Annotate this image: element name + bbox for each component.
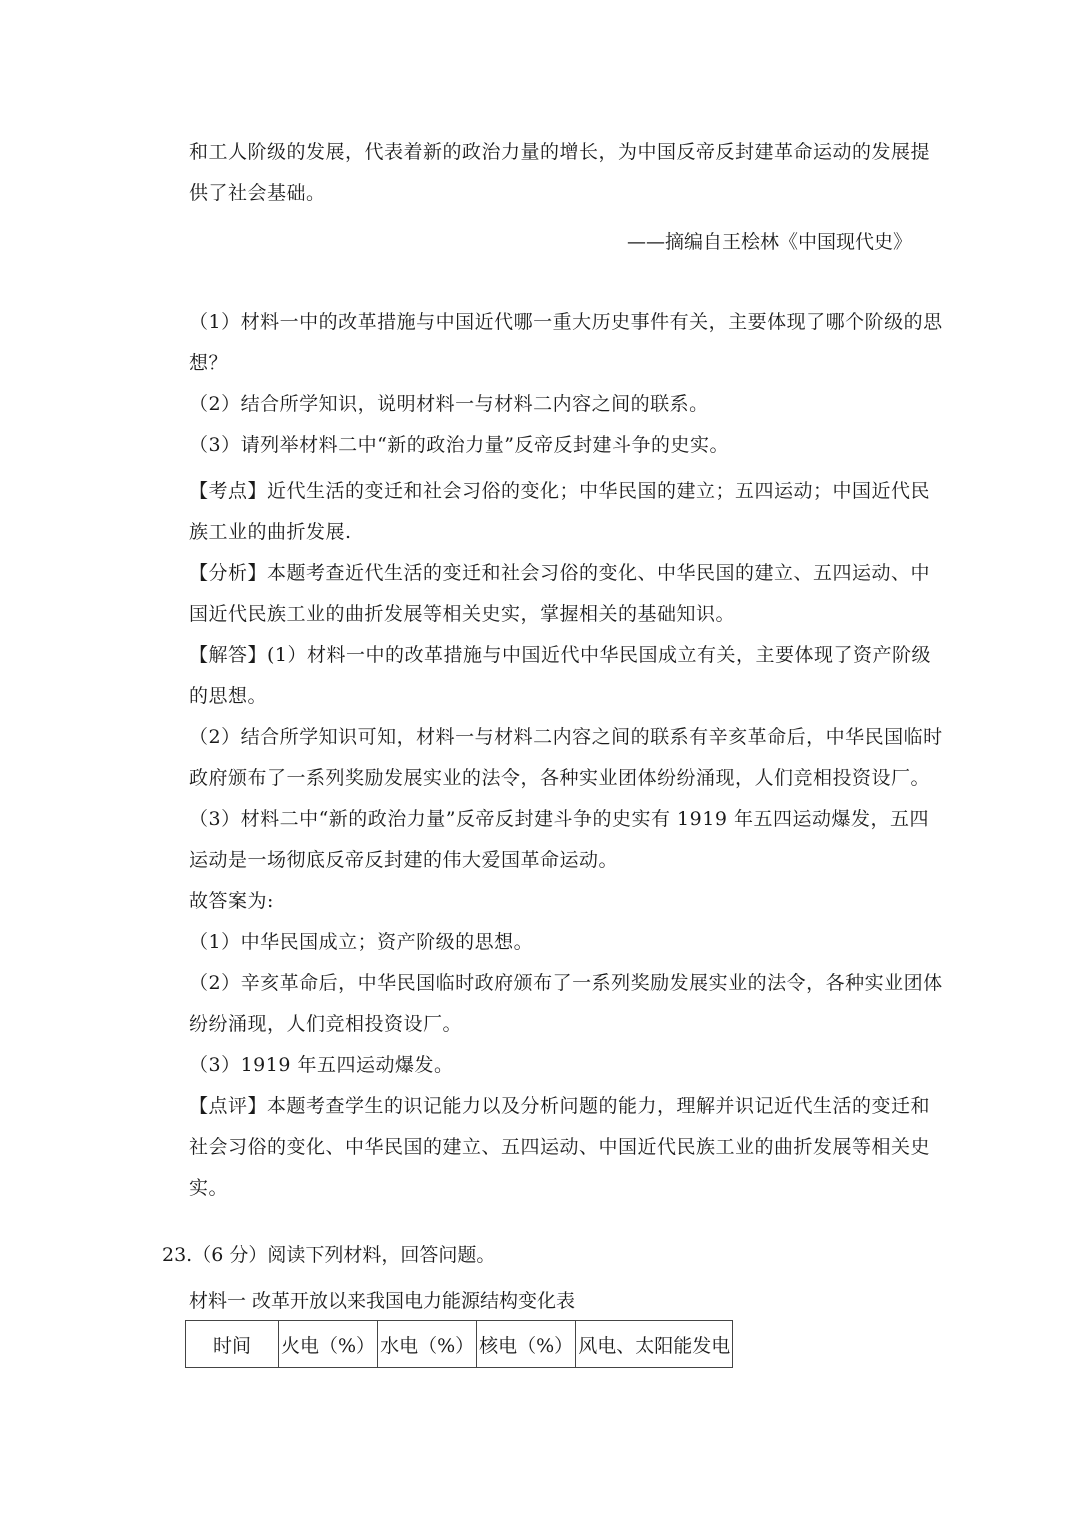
jieda-line: 运动是一场彻底反帝反封建的伟大爱国革命运动。 — [189, 849, 619, 871]
material1-caption: 材料一 改革开放以来我国电力能源结构变化表 — [189, 1290, 576, 1312]
dianping-line: 实。 — [189, 1177, 229, 1199]
jieda-line: 的思想。 — [189, 685, 268, 707]
table-header-cell: 水电（%） — [378, 1321, 477, 1368]
question-line: （3）请列举材料二中“新的政治力量”反帝反封建斗争的史实。 — [189, 434, 730, 456]
question-23-header: 23.（6 分）阅读下列材料，回答问题。 — [162, 1244, 496, 1266]
question-line: （2）结合所学知识，说明材料一与材料二内容之间的联系。 — [189, 393, 709, 415]
table-header-cell: 风电、太阳能发电 — [576, 1321, 733, 1368]
table-header-cell: 时间 — [186, 1321, 279, 1368]
dianping-line: 社会习俗的变化、中华民国的建立、五四运动、中国近代民族工业的曲折发展等相关史 — [189, 1136, 931, 1158]
answer-line: 纷纷涌现，人们竞相投资设厂。 — [189, 1013, 463, 1035]
kaodian-line: 族工业的曲折发展. — [189, 521, 352, 543]
questions-section — [189, 302, 943, 466]
energy-structure-table — [185, 1320, 733, 1368]
text-line: 和工人阶级的发展，代表着新的政治力量的增长，为中国反帝反封建革命运动的发展提 — [189, 141, 931, 163]
jieda-line: 【解答】(1）材料一中的改革措施与中国近代中华民国成立有关，主要体现了资产阶级 — [189, 644, 932, 666]
question-line: 想？ — [189, 352, 229, 374]
answer-heading: 故答案为: — [189, 890, 274, 912]
jieda-line: （3）材料二中“新的政治力量”反帝反封建斗争的史实有 1919 年五四运动爆发，五四 — [189, 808, 929, 830]
table-header-row — [186, 1321, 733, 1368]
text-line: 供了社会基础。 — [189, 182, 326, 204]
question-line: （1）材料一中的改革措施与中国近代哪一重大历史事件有关，主要体现了哪个阶级的思 — [189, 311, 943, 333]
answer-line: （3）1919 年五四运动爆发。 — [189, 1054, 454, 1076]
jieda-line: （2）结合所学知识可知，材料一与材料二内容之间的联系有辛亥革命后，中华民国临时 — [189, 726, 943, 748]
kaodian-line: 【考点】近代生活的变迁和社会习俗的变化；中华民国的建立；五四运动；中国近代民 — [189, 480, 931, 502]
solution-section — [189, 471, 943, 1209]
answer-line: （1）中华民国成立；资产阶级的思想。 — [189, 931, 534, 953]
answer-line: （2）辛亥革命后，中华民国临时政府颁布了一系列奖励发展实业的法令，各种实业团体 — [189, 972, 943, 994]
dianping-line: 【点评】本题考查学生的识记能力以及分析问题的能力，理解并识记近代生活的变迁和 — [189, 1095, 931, 1117]
jieda-line: 政府颁布了一系列奖励发展实业的法令，各种实业团体纷纷涌现，人们竞相投资设厂。 — [189, 767, 931, 789]
table-header-cell: 火电（%） — [279, 1321, 378, 1368]
table-header-cell: 核电（%） — [477, 1321, 576, 1368]
material2-source: ——摘编自王桧林《中国现代史》 — [626, 231, 912, 253]
fenxi-line: 国近代民族工业的曲折发展等相关史实，掌握相关的基础知识。 — [189, 603, 736, 625]
material2-paragraph — [189, 132, 931, 214]
fenxi-line: 【分析】本题考查近代生活的变迁和社会习俗的变化、中华民国的建立、五四运动、中 — [189, 562, 931, 584]
